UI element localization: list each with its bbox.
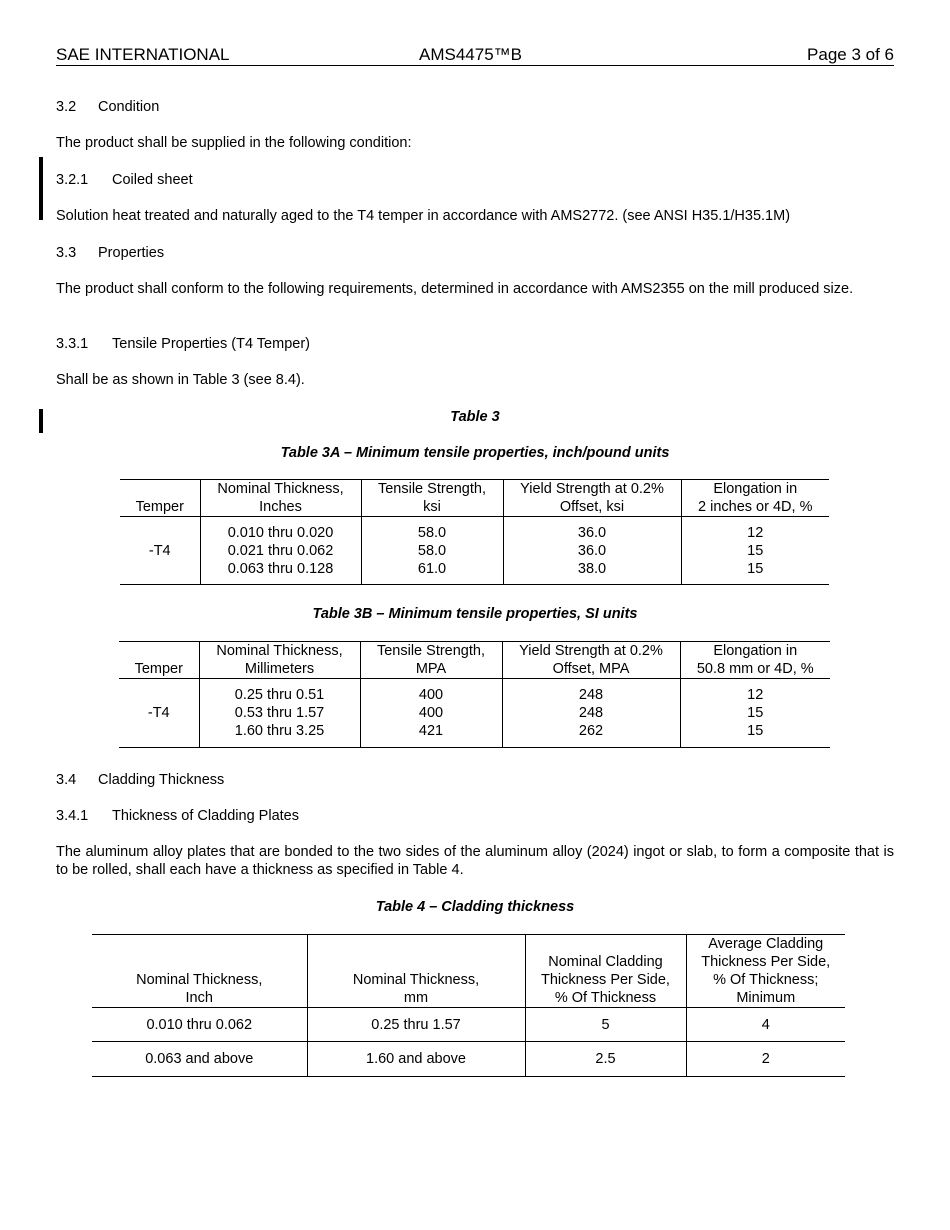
yield-cell: 36.0 36.0 38.0	[503, 517, 681, 585]
section-heading-3-3: 3.3 Properties	[56, 245, 165, 261]
column-header: Average Cladding Thickness Per Side, % Of Thickness; Minimum	[686, 935, 845, 1008]
elongation-cell: 12 15 15	[680, 679, 830, 748]
thickness-cell: 0.25 thru 0.51 0.53 thru 1.57 1.60 thru 3.25	[199, 679, 360, 748]
tensile-cell: 400 400 421	[360, 679, 502, 748]
tensile-cell: 58.0 58.0 61.0	[361, 517, 503, 585]
column-header: Yield Strength at 0.2% Offset, ksi	[503, 480, 681, 517]
section-heading-3-4: 3.4 Cladding Thickness	[56, 772, 225, 788]
paragraph-properties: The product shall conform to the following requirements, determined in accordance with AMS2355 on the mill produced size.	[56, 281, 854, 297]
temper-cell: -T4	[147, 705, 170, 721]
section-heading-3-2: 3.2 Condition	[56, 99, 160, 115]
section-heading-3-2-1: 3.2.1 Coiled sheet	[56, 172, 193, 188]
table-row	[119, 679, 830, 748]
section-heading-3-4-1: 3.4.1 Thickness of Cladding Plates	[56, 808, 299, 824]
table-3-caption: Table 3	[450, 409, 500, 425]
column-header: Yield Strength at 0.2% Offset, MPA	[502, 642, 680, 679]
table-4	[92, 934, 845, 1077]
column-header: Nominal Thickness, Inches	[200, 480, 361, 517]
yield-cell: 248 248 262	[502, 679, 680, 748]
page-header	[56, 44, 894, 66]
revision-bar	[39, 157, 43, 220]
column-header: Nominal Cladding Thickness Per Side, % Of Thickness	[525, 935, 686, 1008]
paragraph-cladding: The aluminum alloy plates that are bonded to the two sides of the aluminum alloy (2024) ingot or slab, to form a composite that is to be rolled, shall each have a thickness as specified in Table 4.	[56, 844, 894, 878]
header-page-number: Page 3 of 6	[807, 45, 894, 64]
table-3b	[119, 641, 830, 748]
thickness-cell: 0.010 thru 0.020 0.021 thru 0.062 0.063 thru 0.128	[200, 517, 361, 585]
table-3a	[120, 479, 829, 585]
column-header: Temper	[119, 642, 199, 679]
paragraph-coiled-sheet: Solution heat treated and naturally aged to the T4 temper in accordance with AMS2772. (see ANSI H35.1/H35.1M)	[56, 208, 791, 224]
temper-cell: -T4	[148, 542, 171, 559]
table-3a-caption: Table 3A – Minimum tensile properties, inch/pound units	[280, 445, 670, 461]
paragraph-condition: The product shall be supplied in the following condition:	[56, 135, 412, 151]
section-heading-3-3-1: 3.3.1 Tensile Properties (T4 Temper)	[56, 336, 310, 352]
table-row: 0.063 and above 1.60 and above 2.5 2	[92, 1042, 845, 1077]
column-header: Nominal Thickness, Millimeters	[199, 642, 360, 679]
table-row: 0.010 thru 0.062 0.25 thru 1.57 5 4	[92, 1008, 845, 1042]
header-org: SAE INTERNATIONAL	[56, 45, 230, 64]
column-header: Tensile Strength, ksi	[361, 480, 503, 517]
table-4-caption: Table 4 – Cladding thickness	[375, 899, 575, 915]
table-row	[120, 517, 829, 585]
column-header: Nominal Thickness, Inch	[92, 935, 307, 1008]
column-header: Tensile Strength, MPA	[360, 642, 502, 679]
column-header: Elongation in 2 inches or 4D, %	[681, 480, 829, 517]
column-header: Temper	[120, 480, 200, 517]
column-header: Elongation in 50.8 mm or 4D, %	[680, 642, 830, 679]
column-header: Nominal Thickness, mm	[307, 935, 525, 1008]
header-doc-id: AMS4475™B	[419, 45, 522, 64]
paragraph-tensile: Shall be as shown in Table 3 (see 8.4).	[56, 372, 305, 388]
table-3b-caption: Table 3B – Minimum tensile properties, SI units	[312, 606, 638, 622]
elongation-cell: 12 15 15	[681, 517, 829, 585]
